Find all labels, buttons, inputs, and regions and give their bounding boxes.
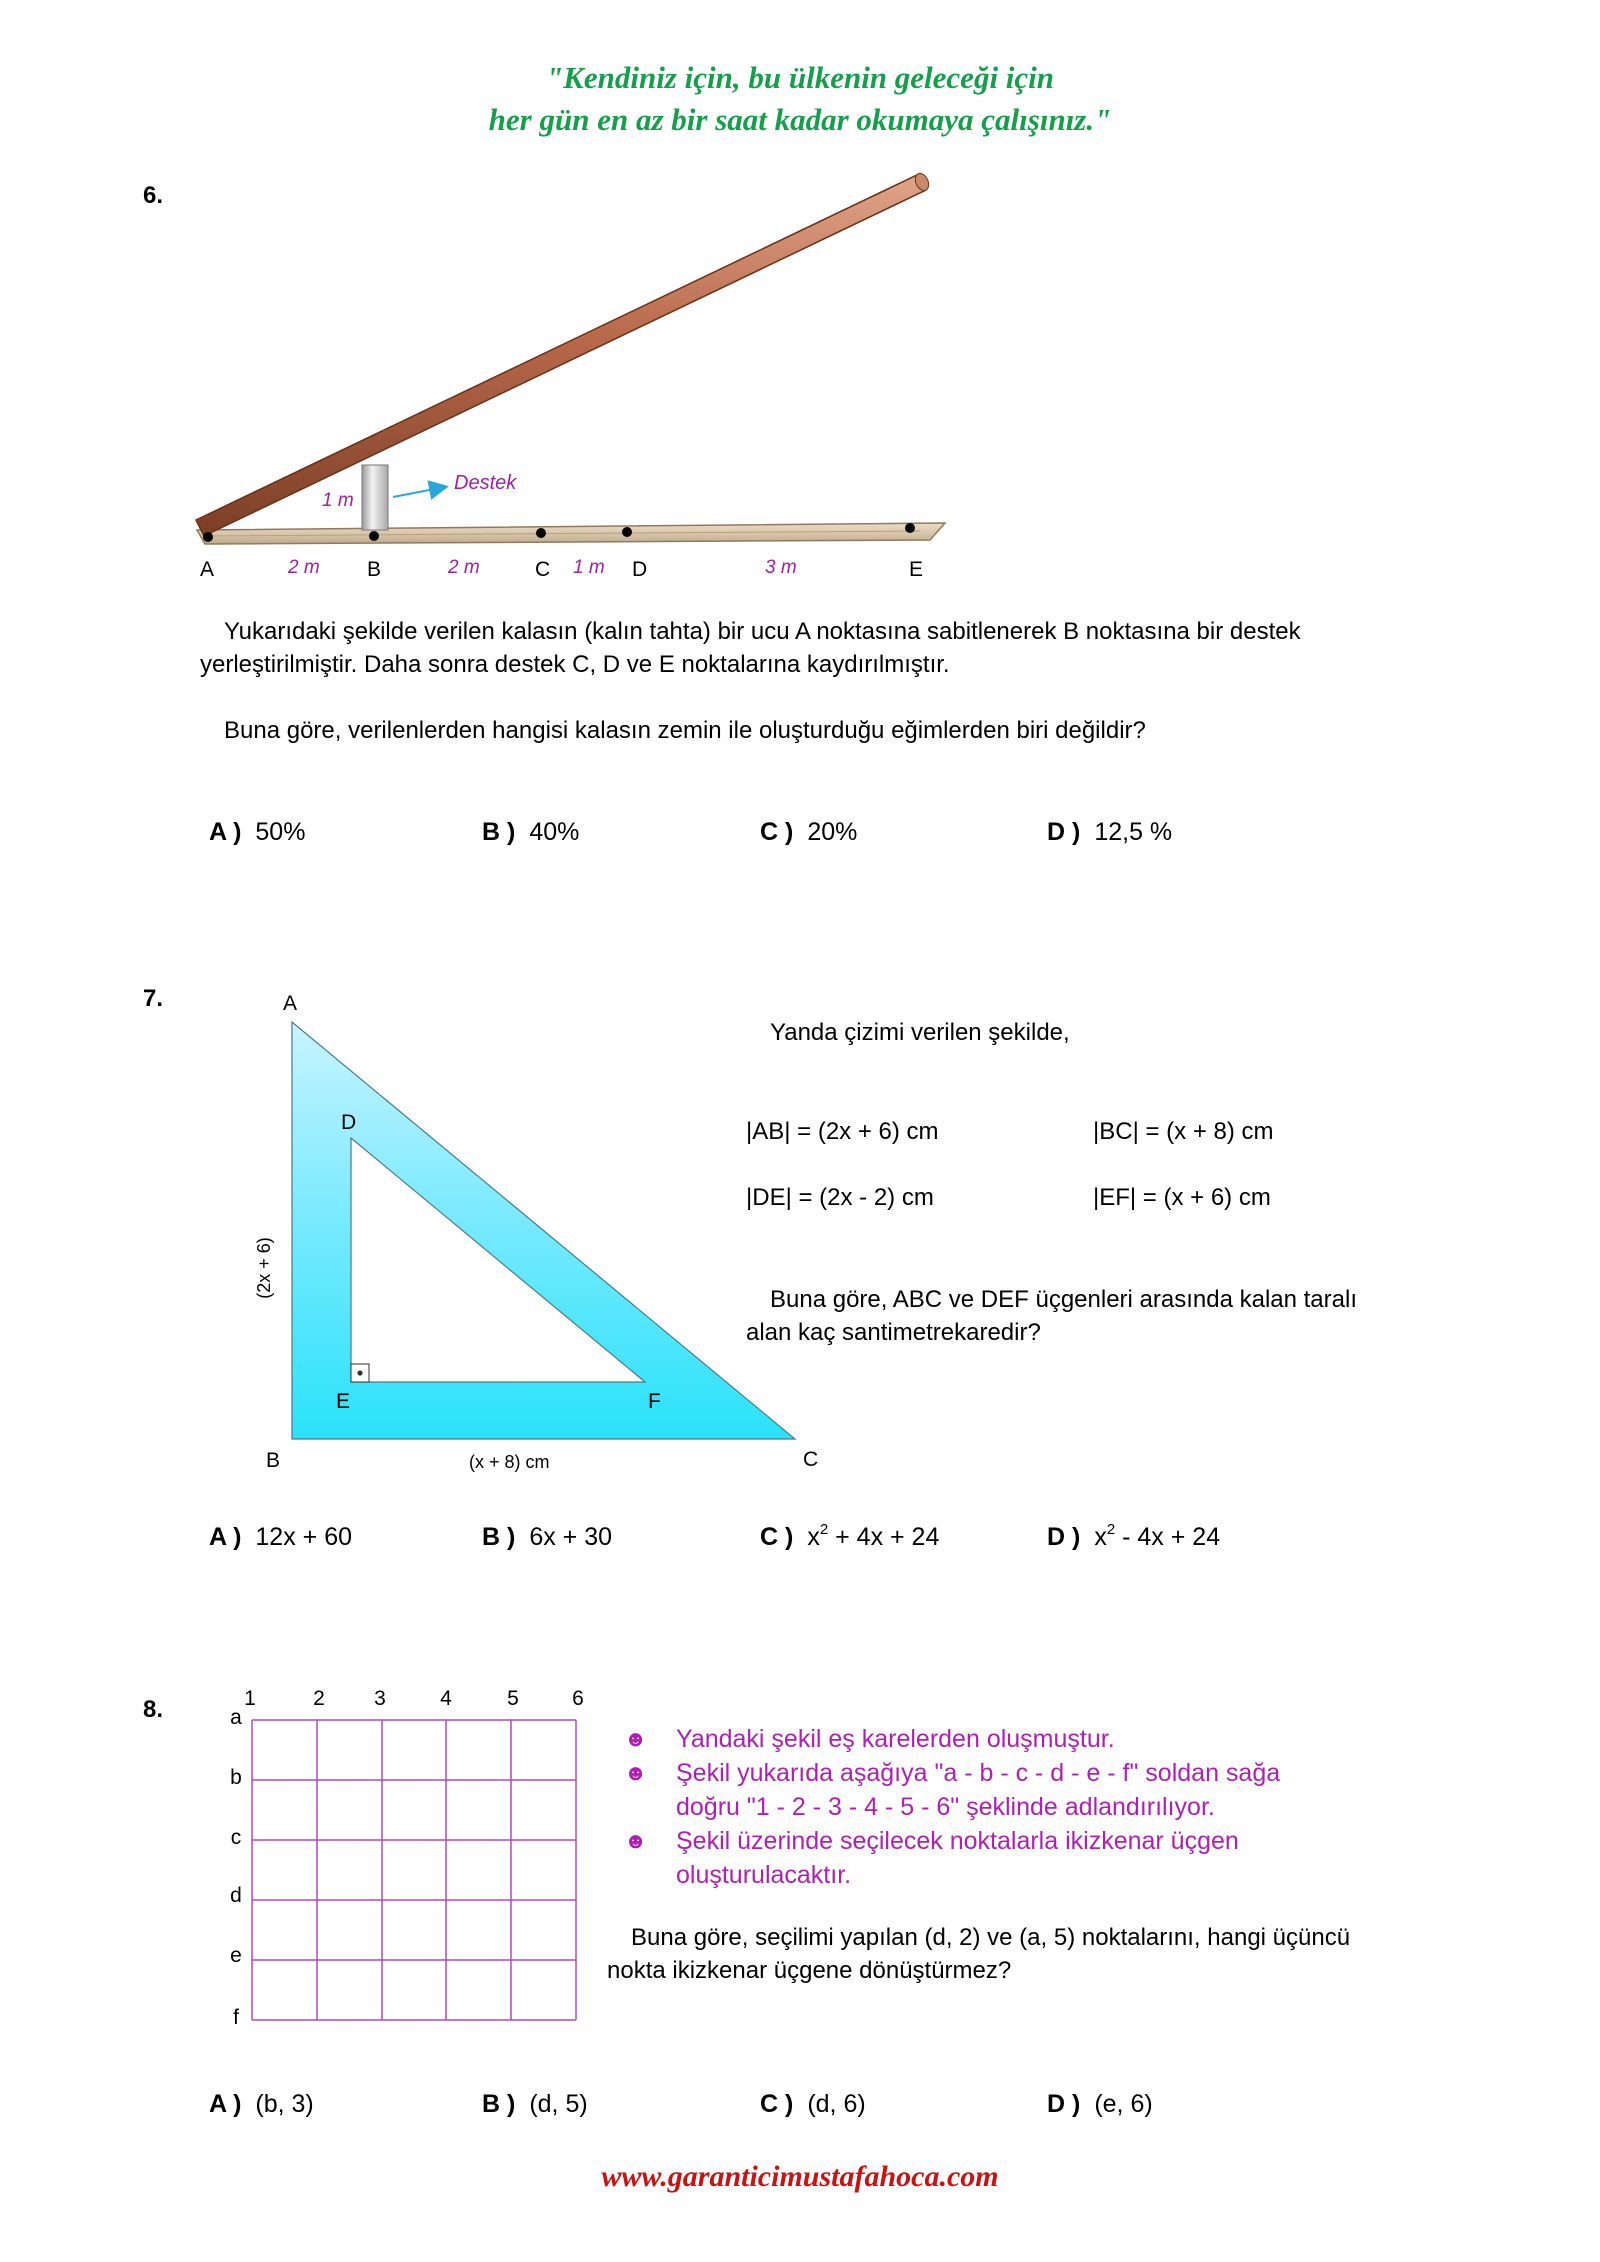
- option-rest: + 4x + 24: [828, 1523, 940, 1551]
- option-d[interactable]: [1047, 2090, 1153, 2119]
- option-letter: A ): [209, 2090, 242, 2118]
- row-label: e: [230, 1944, 242, 1967]
- option-text: 12,5 %: [1094, 818, 1173, 846]
- point-a-dot: [203, 532, 213, 542]
- point-b-dot: [369, 531, 379, 541]
- option-rest: - 4x + 24: [1115, 1523, 1221, 1551]
- vertex-e-label: E: [336, 1390, 351, 1413]
- point-c-label: C: [535, 558, 551, 581]
- bullet-item: [624, 1756, 1344, 1824]
- motto-line-2: her gün en az bir saat kadar okumaya çalışınız.": [488, 102, 1112, 137]
- plank-figure: [0, 160, 1000, 600]
- option-a[interactable]: [209, 2090, 314, 2119]
- segment-bc-label: 2 m: [448, 557, 480, 578]
- column-label: 6: [572, 1687, 584, 1710]
- option-b[interactable]: [482, 1523, 612, 1552]
- option-a[interactable]: [209, 1523, 352, 1552]
- point-c-dot: [536, 528, 546, 538]
- question-7-intro: Yanda çizimi verilen şekilde,: [770, 1019, 1070, 1046]
- side-bc-label: (x + 8) cm: [469, 1452, 550, 1472]
- destek-arrow: [393, 487, 445, 497]
- right-angle-dot: [357, 1370, 362, 1375]
- option-b[interactable]: [482, 2090, 588, 2119]
- option-base: x: [1094, 1523, 1107, 1551]
- segment-cd-label: 1 m: [573, 557, 605, 578]
- point-a-label: A: [200, 558, 215, 581]
- option-text: 40%: [529, 818, 580, 846]
- option-exponent: 2: [1106, 1521, 1116, 1538]
- row-label: c: [230, 1826, 242, 1849]
- option-text: [807, 1523, 939, 1551]
- support-post: [362, 465, 388, 530]
- equation-ef: |EF| = (x + 6) cm: [1093, 1184, 1271, 1211]
- destek-label: Destek: [454, 472, 517, 494]
- row-label: f: [233, 2006, 239, 2029]
- bullet-text: Yandaki şekil eş karelerden oluşmuştur.: [676, 1725, 1115, 1753]
- option-base: x: [807, 1523, 820, 1551]
- side-ab-label: (2x + 6): [254, 1237, 274, 1299]
- option-c[interactable]: [760, 1523, 939, 1552]
- column-label: 4: [440, 1687, 452, 1710]
- vertex-d-label: D: [341, 1111, 357, 1134]
- question-7-prompt: Buna göre, ABC ve DEF üçgenleri arasında kalan taralı alan kaç santimetrekaredir?: [746, 1286, 1357, 1346]
- question-8-bullets: [624, 1722, 1344, 1892]
- smiley-bullet-icon: ☻: [624, 1760, 648, 1785]
- option-text: 12x + 60: [255, 1523, 353, 1551]
- column-label: 1: [244, 1687, 256, 1710]
- grid-figure: [220, 1680, 600, 2040]
- option-letter: B ): [482, 818, 516, 846]
- point-b-label: B: [367, 558, 382, 581]
- inclined-plank: [196, 174, 926, 536]
- equation-ab: |AB| = (2x + 6) cm: [746, 1118, 939, 1145]
- vertex-b-label: B: [266, 1449, 281, 1472]
- option-text: (e, 6): [1094, 2090, 1153, 2118]
- segment-ab-label: 2 m: [288, 557, 320, 578]
- bullet-item: [624, 1722, 1344, 1756]
- question-6-number: 6.: [143, 182, 164, 209]
- option-letter: C ): [760, 1523, 794, 1551]
- row-label: a: [230, 1706, 242, 1729]
- question-8-prompt: Buna göre, seçilimi yapılan (d, 2) ve (a, 5) noktalarını, hangi üçüncü nokta ikizkenar üçgene dönüştürmez?: [607, 1924, 1351, 1984]
- segment-de-label: 3 m: [765, 557, 797, 578]
- option-letter: B ): [482, 1523, 516, 1551]
- option-letter: C ): [760, 2090, 794, 2118]
- option-letter: A ): [209, 1523, 242, 1551]
- equation-de: |DE| = (2x - 2) cm: [746, 1184, 934, 1211]
- point-d-dot: [622, 527, 632, 537]
- equation-bc: |BC| = (x + 8) cm: [1093, 1118, 1274, 1145]
- question-6-prompt: Buna göre, verilenlerden hangisi kalasın zemin ile oluşturduğu eğimlerden biri değildir?: [224, 717, 1146, 744]
- option-b[interactable]: [482, 818, 579, 847]
- option-d[interactable]: [1047, 1523, 1220, 1552]
- point-e-dot: [905, 523, 915, 533]
- option-text: 50%: [255, 818, 306, 846]
- set-square-figure: [240, 985, 840, 1485]
- option-letter: C ): [760, 818, 794, 846]
- column-label: 3: [374, 1687, 386, 1710]
- option-letter: D ): [1047, 818, 1081, 846]
- vertex-c-label: C: [803, 1448, 819, 1471]
- motto-line-1: "Kendiniz için, bu ülkenin geleceği için: [545, 60, 1055, 95]
- option-letter: D ): [1047, 1523, 1081, 1551]
- support-height-label: 1 m: [322, 490, 354, 511]
- option-d[interactable]: [1047, 818, 1172, 847]
- bullet-text: Şekil üzerinde seçilecek noktalarla ikizkenar üçgen oluşturulacaktır.: [676, 1827, 1239, 1889]
- option-text: (b, 3): [255, 2090, 314, 2118]
- option-text: [1094, 1523, 1220, 1551]
- column-label: 5: [507, 1687, 519, 1710]
- point-e-label: E: [909, 558, 924, 581]
- option-letter: B ): [482, 2090, 516, 2118]
- option-text: (d, 6): [807, 2090, 866, 2118]
- option-text: 6x + 30: [529, 1523, 613, 1551]
- vertex-f-label: F: [648, 1390, 661, 1413]
- footer-url[interactable]: www.garanticimustafahoca.com: [601, 2160, 999, 2193]
- bullet-item: [624, 1824, 1344, 1892]
- question-7-number: 7.: [143, 985, 164, 1012]
- question-8-number: 8.: [143, 1696, 164, 1723]
- point-d-label: D: [632, 558, 648, 581]
- question-6-text: Yukarıdaki şekilde verilen kalasın (kalın tahta) bir ucu A noktasına sabitlenerek B noktasına bir destek yerleştirilmiştir. Daha sonra destek C, D ve E noktalarına kaydırılmıştır.: [200, 618, 1301, 678]
- option-a[interactable]: [209, 818, 305, 847]
- option-c[interactable]: [760, 818, 857, 847]
- option-letter: D ): [1047, 2090, 1081, 2118]
- smiley-bullet-icon: ☻: [624, 1726, 648, 1751]
- vertex-a-label: A: [283, 992, 298, 1015]
- option-text: 20%: [807, 818, 858, 846]
- option-letter: A ): [209, 818, 242, 846]
- grid-lines: [252, 1720, 576, 2020]
- row-label: d: [230, 1884, 242, 1907]
- bullet-text: Şekil yukarıda aşağıya "a - b - c - d - e - f" soldan sağa doğru "1 - 2 - 3 - 4 - 5 - 6" şeklinde adlandırılıyor.: [676, 1759, 1281, 1821]
- smiley-bullet-icon: ☻: [624, 1828, 648, 1853]
- option-exponent: 2: [819, 1521, 829, 1538]
- column-label: 2: [313, 1687, 325, 1710]
- row-label: b: [230, 1766, 242, 1789]
- option-c[interactable]: [760, 2090, 866, 2119]
- option-text: (d, 5): [529, 2090, 588, 2118]
